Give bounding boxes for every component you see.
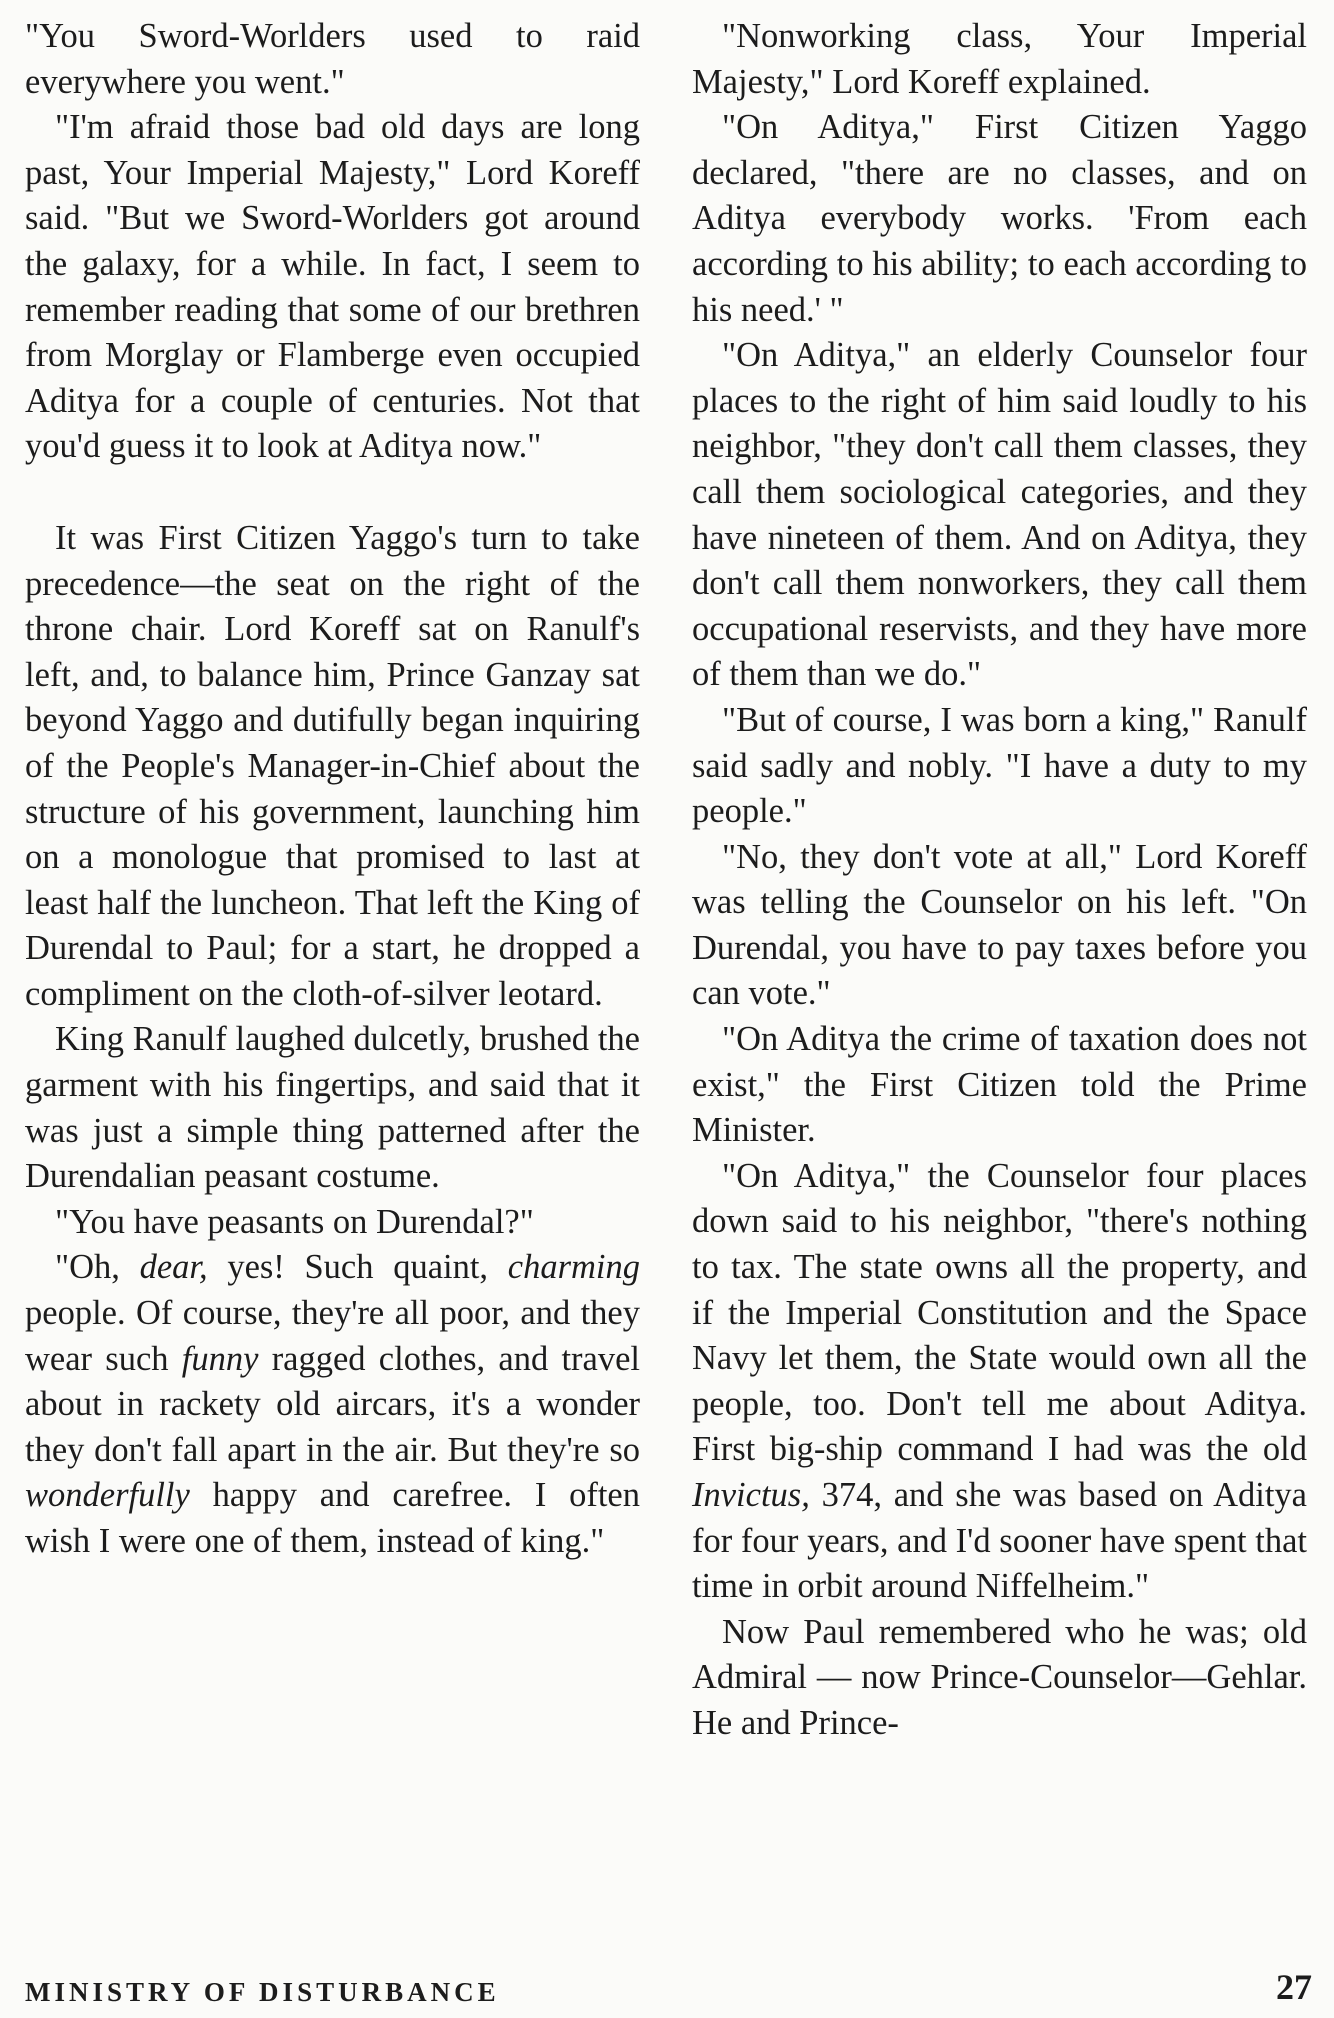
paragraph: "On Aditya the crime of taxation does not exist," the First Citizen told the Prime Minister. — [692, 1020, 1307, 1150]
paragraph: "On Aditya," an elderly Counselor four places to the right of him said loudly to his neighbor, "they don't call them classes, they call them sociological categories, and they have nineteen of them. And on Aditya, they don't call them nonworkers, they call them occupational reservists, and they have more of them than we do." — [692, 336, 1307, 694]
paragraph: "I'm afraid those bad old days are long past, Your Imperial Majesty," Lord Koreff said. "But we Sword-Worlders got around the galaxy, for a while. In fact, I seem to remember reading that some of our brethren from Morglay or Flamberge even occupied Aditya for a couple of centuries. Not that you'd guess it to look at Aditya now." — [25, 108, 640, 466]
left-text-column — [25, 14, 640, 1565]
paragraph: King Ranulf laughed dulcetly, brushed the garment with his fingertips, and said that it was just a simple thing patterned after the Durendalian peasant costume. — [25, 1020, 640, 1196]
running-footer-title: MINISTRY OF DISTURBANCE — [25, 1977, 500, 2007]
paragraph: "On Aditya," the Counselor four places down said to his neighbor, "there's nothing to tax. The state owns all the property, and if the Imperial Constitution and the Space Navy let them, the State would own all the people, too. Don't tell me about Aditya. First big-ship command I had was the old Invictus, 374, and she was based on Aditya for four years, and I'd sooner have spent that time in orbit around Niffelheim." — [692, 1156, 1307, 1606]
paragraph: "Nonworking class, Your Imperial Majesty," Lord Koreff explained. — [692, 17, 1307, 101]
paragraph: Now Paul remembered who he was; old Admiral — now Prince-Counselor—Gehlar. He and Prince- — [692, 1612, 1307, 1742]
paragraph: "On Aditya," First Citizen Yaggo declared, "there are no classes, and on Aditya everybody works. 'From each according to his ability; to each according to his need.' " — [692, 108, 1307, 329]
paragraph: "No, they don't vote at all," Lord Koreff was telling the Counselor on his left. "On Durendal, you have to pay taxes before you can vote." — [692, 837, 1307, 1013]
paragraph: "But of course, I was born a king," Ranulf said sadly and nobly. "I have a duty to my people." — [692, 700, 1307, 831]
paragraph: "You Sword-Worlders used to raid everywhere you went." — [25, 17, 640, 101]
paragraph: "Oh, dear, yes! Such quaint, charming people. Of course, they're all poor, and they wear such funny ragged clothes, and travel about in rackety old aircars, it's a wonder they don't fall apart in the air. But they're so wonderfully happy and carefree. I often wish I were one of them, instead of king." — [25, 1248, 640, 1560]
italic-text: funny — [181, 1339, 259, 1378]
italic-text: wonderfully — [25, 1476, 190, 1515]
italic-text: Invictus, — [692, 1476, 810, 1514]
italic-text: dear, — [139, 1248, 208, 1287]
italic-text: charming — [507, 1248, 640, 1287]
paragraph: "You have peasants on Durendal?" — [55, 1202, 534, 1241]
right-text-column — [692, 14, 1307, 1747]
paragraph: It was First Citizen Yaggo's turn to take precedence—the seat on the right of the throne chair. Lord Koreff sat on Ranulf's left, and, to balance him, Prince Ganzay sat beyond Yaggo and dutifully began inquiring of the People's Manager-in-Chief about the structure of his government, launching him on a monologue that promised to last at least half the luncheon. That left the King of Durendal to Paul; for a start, he dropped a compliment on the cloth-of-silver leotard. — [25, 518, 640, 1013]
page-number: 27 — [1276, 1967, 1312, 2007]
